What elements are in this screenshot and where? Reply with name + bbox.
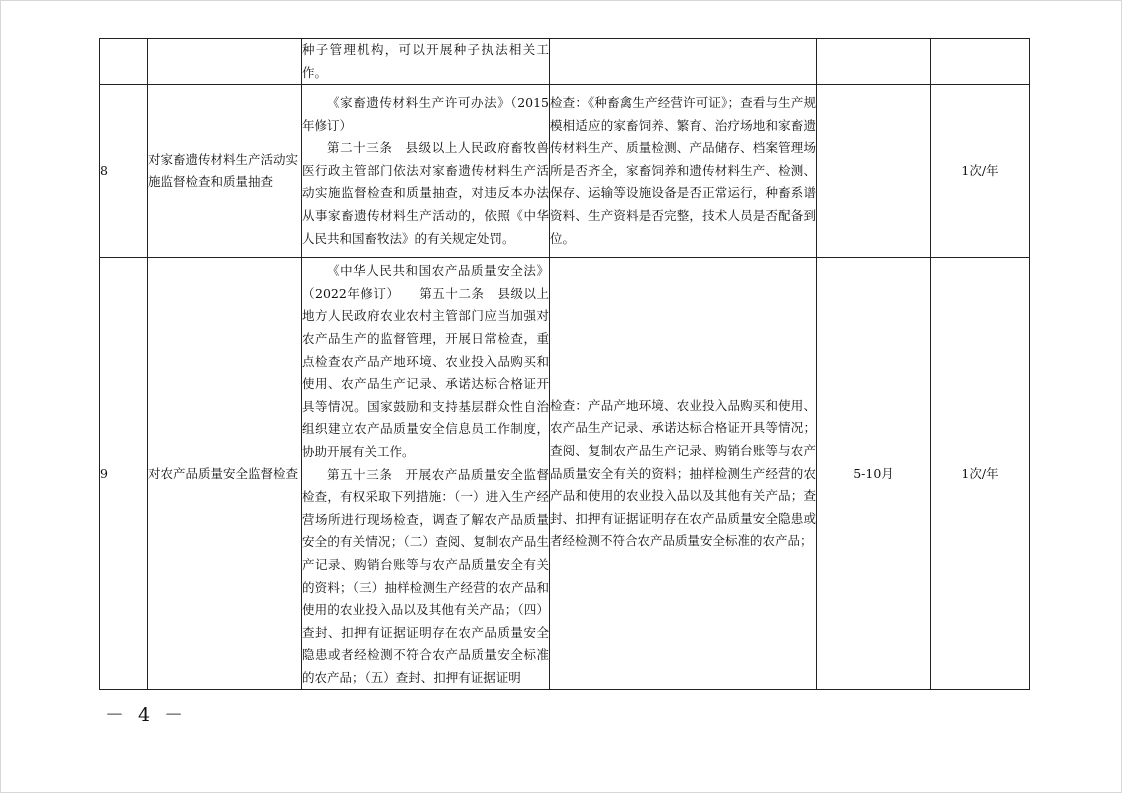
item-cell: 对农产品质量安全监督检查 — [148, 258, 302, 690]
frequency-cell: 1次/年 — [931, 85, 1030, 258]
item-cell — [148, 39, 302, 85]
item-cell: 对家畜遗传材料生产活动实施监督检查和质量抽查 — [148, 85, 302, 258]
supervision-table — [99, 38, 1030, 690]
basis-paragraph: 种子管理机构，可以开展种子执法相关工作。 — [302, 42, 549, 80]
page-number: － 4 － — [105, 704, 188, 726]
time-cell — [817, 39, 931, 85]
basis-paragraph: 《家畜遗传材料生产许可办法》（2015年修订） — [302, 95, 549, 133]
frequency-cell: 1次/年 — [931, 258, 1030, 690]
content-cell — [550, 39, 817, 85]
basis-paragraph: 第二十三条 县级以上人民政府畜牧兽医行政主管部门依法对家畜遗传材料生产活动实施监督检查和质量抽查，对违反本办法从事家畜遗传材料生产活动的，依照《中华人民共和国畜牧法》的有关规定处罚。 — [302, 140, 549, 246]
basis-cell — [302, 258, 550, 690]
time-cell: 5-10月 — [817, 258, 931, 690]
frequency-cell — [931, 39, 1030, 85]
content-cell: 检查：《种畜禽生产经营许可证》；查看与生产规模相适应的家畜饲养、繁育、治疗场地和家畜遗传材料生产、质量检测、产品储存、档案管理场所是否齐全，家畜饲养和遗传材料生产、检测、保存、运输等设施设备是否正常运行，种畜系谱资料、生产资料是否完整，技术人员是否配备到位。 — [550, 85, 817, 258]
time-cell — [817, 85, 931, 258]
basis-cell — [302, 85, 550, 258]
basis-paragraph: 第五十三条 开展农产品质量安全监督检查，有权采取下列措施：（一）进入生产经营场所进行现场检查，调查了解农产品质量安全的有关情况；（二）查阅、复制农产品生产记录、购销台账等与农产品质量安全有关的资料；（三）抽样检测生产经营的农产品和使用的农业投入品以及其他有关产品；（四）查封、扣押有证据证明存在农产品质量安全隐患或者经检测不符合农产品质量安全标准的农产品；（五）查封、扣押有证据证明 — [302, 466, 549, 685]
row-number-cell: 8 — [100, 85, 148, 258]
table-row — [100, 39, 1030, 85]
row-number-cell: 9 — [100, 258, 148, 690]
basis-cell — [302, 39, 550, 85]
row-number-cell — [100, 39, 148, 85]
content-cell: 检查：产品产地环境、农业投入品购买和使用、农产品生产记录、承诺达标合格证开具等情况；查阅、复制农产品生产记录、购销台账等与农产品质量安全有关的资料；抽样检测生产经营的农产品和使用的农业投入品以及其他有关产品；查封、扣押有证据证明存在农产品质量安全隐患或者经检测不符合农产品质量安全标准的农产品； — [550, 258, 817, 690]
table-row — [100, 85, 1030, 258]
table-row — [100, 258, 1030, 690]
basis-paragraph: 《中华人民共和国农产品质量安全法》（2022年修订） 第五十二条 县级以上地方人民政府农业农村主管部门应当加强对农产品生产的监督管理，开展日常检查，重点检查农产品产地环境、农业投入品购买和使用、农产品生产记录、承诺达标合格证开具等情况。国家鼓励和支持基层群众性自治组织建立农产品质量安全信息员工作制度，协助开展有关工作。 — [302, 263, 549, 459]
